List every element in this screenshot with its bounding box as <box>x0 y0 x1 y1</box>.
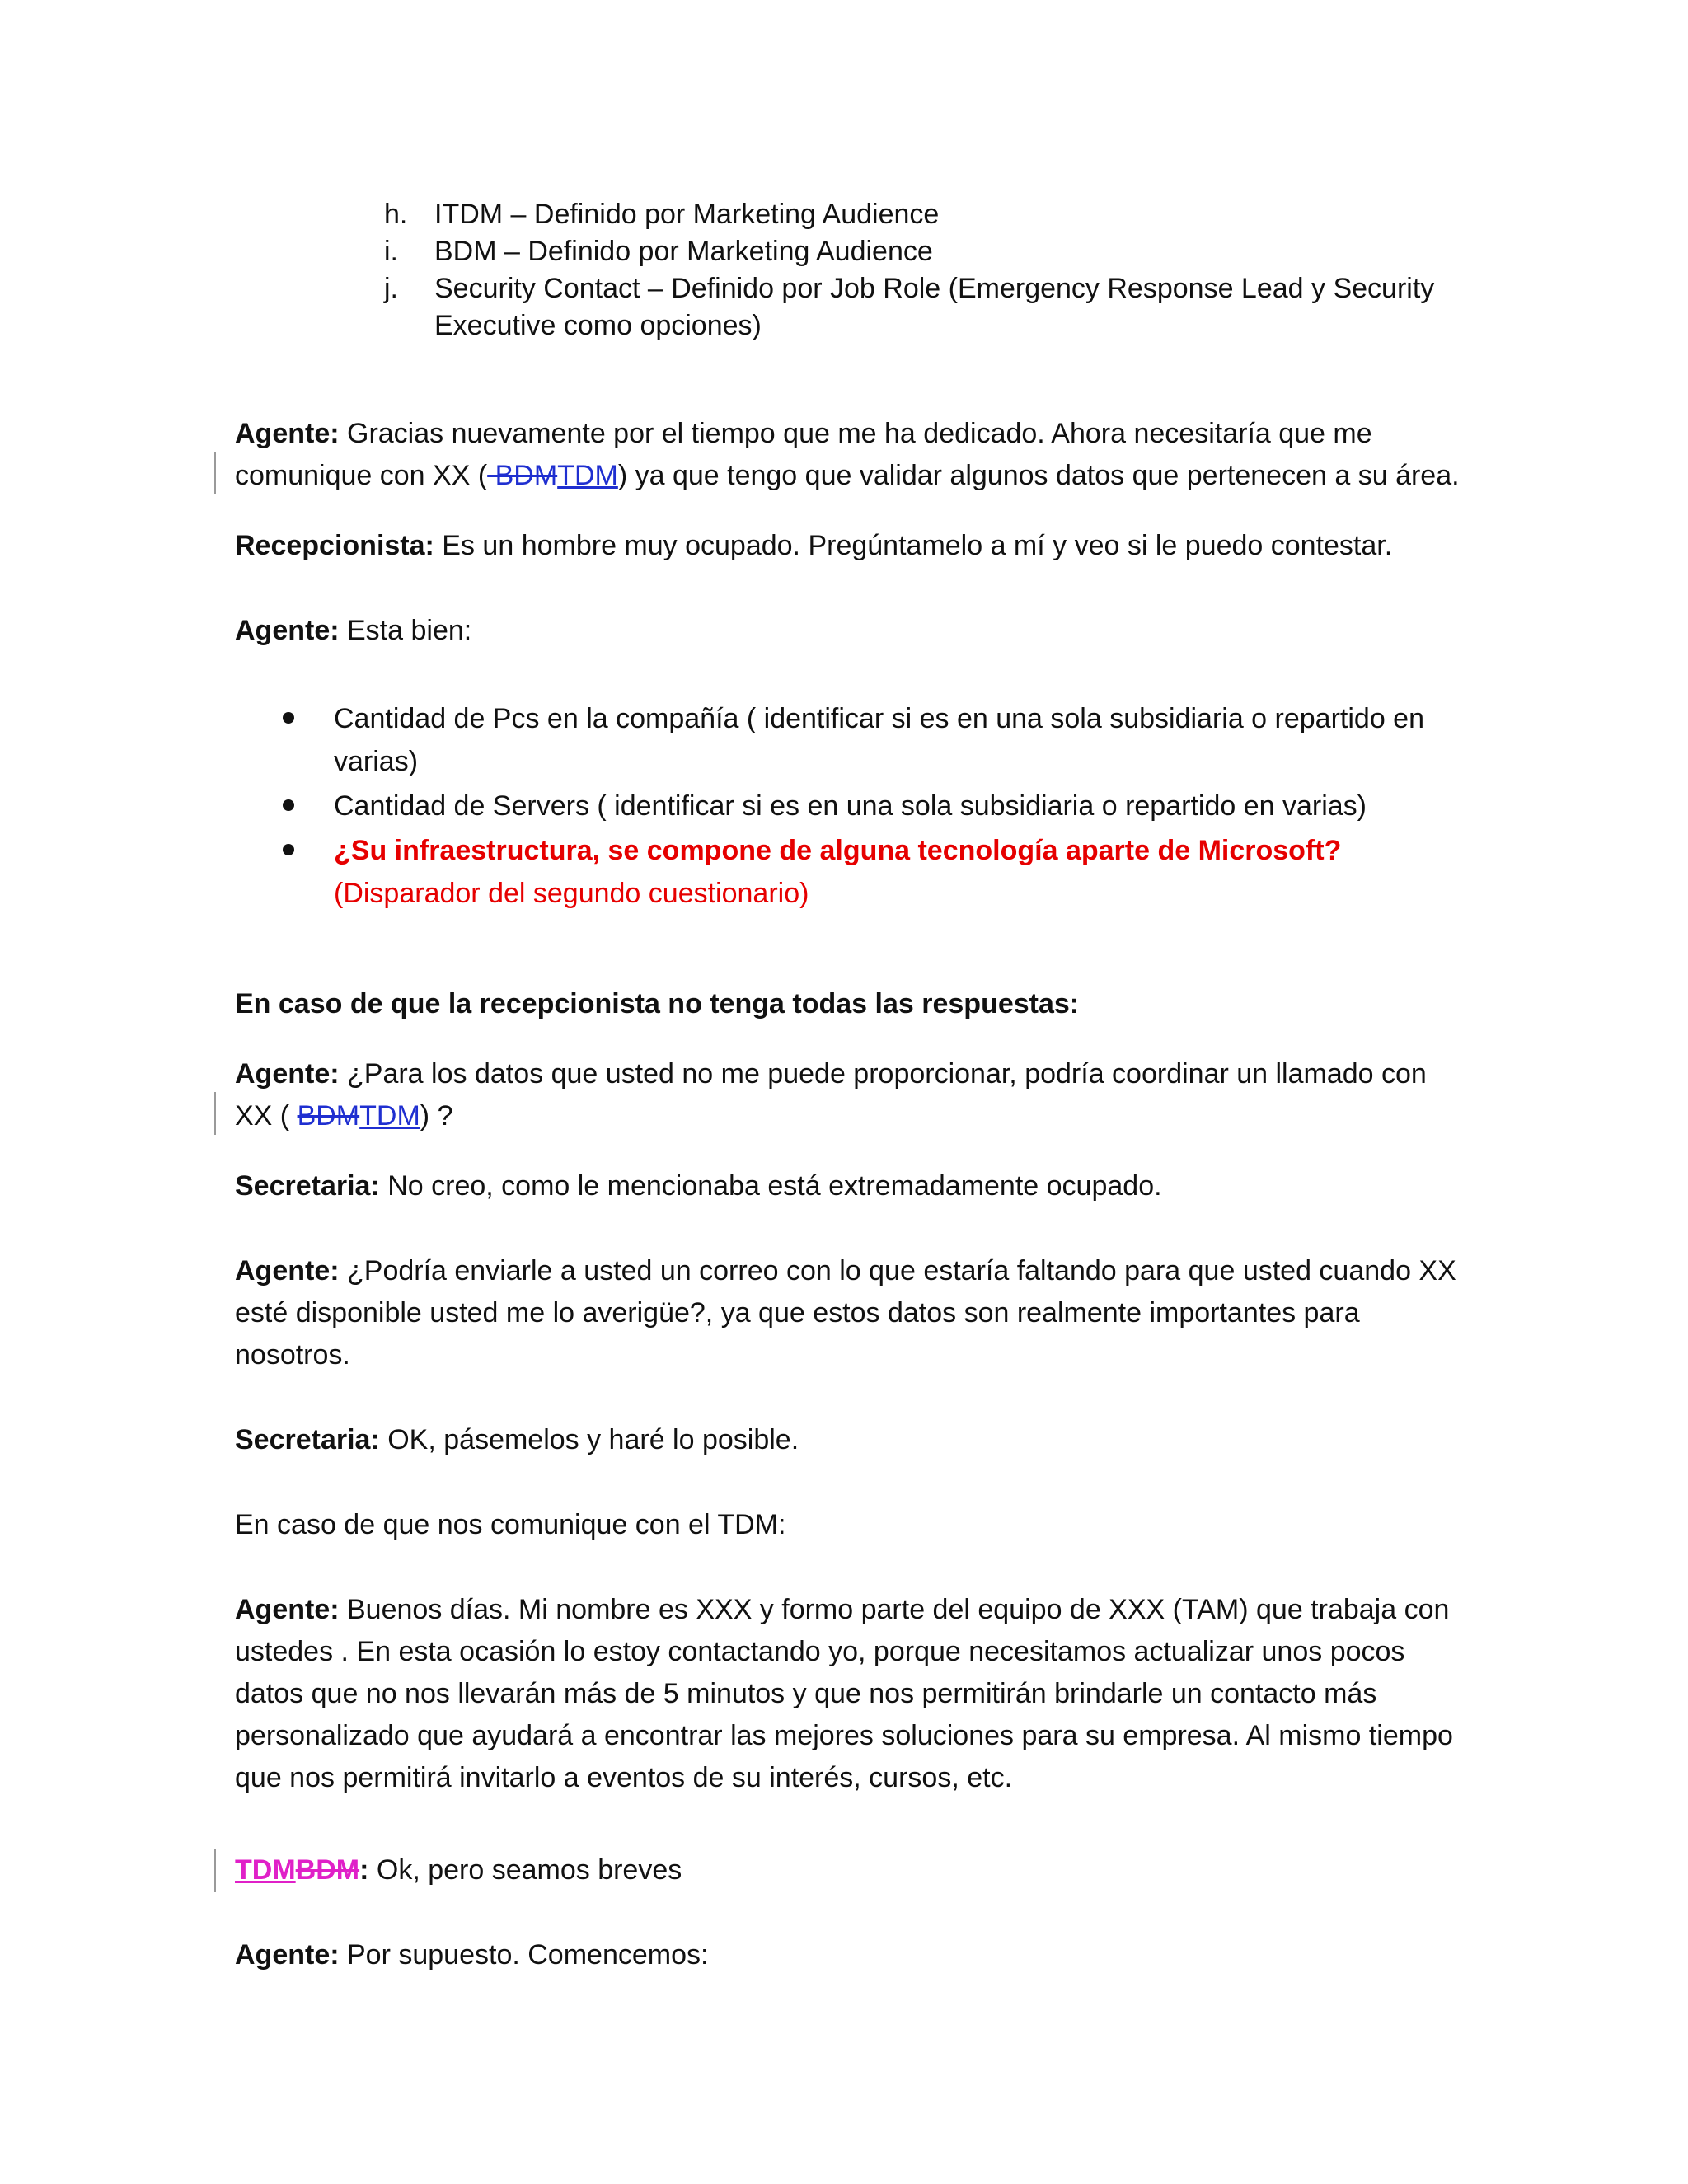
bullet-item-continuation: (Disparador del segundo cuestionario) <box>334 878 809 909</box>
dialogue-text: Por supuesto. Comencemos: <box>339 1939 709 1971</box>
dialogue-text: Esta bien: <box>339 615 472 646</box>
revision-change-bar <box>214 1092 216 1135</box>
list-marker: j. <box>384 273 398 304</box>
inserted-text: TDM <box>557 460 618 491</box>
dialogue-line: personalizado que ayudará a encontrar las mejores soluciones para su empresa. Al mismo tiempo <box>235 1720 1453 1751</box>
dialogue-line <box>235 610 471 652</box>
speaker-label: Agente: <box>235 615 340 646</box>
dialogue-line <box>235 413 1372 455</box>
dialogue-text: ) ? <box>420 1100 453 1132</box>
inserted-speaker: TDM <box>235 1854 296 1886</box>
dialogue-line <box>235 1053 1427 1095</box>
dialogue-text: Es un hombre muy ocupado. Pregúntamelo a mí y veo si le puedo contestar. <box>434 530 1393 561</box>
bullet-icon <box>283 799 294 811</box>
deleted-speaker: BDM <box>295 1854 360 1886</box>
revision-change-bar <box>214 452 216 494</box>
bullet-icon <box>283 712 294 724</box>
speaker-label: Agente: <box>235 1939 340 1971</box>
dialogue-line: datos que no nos llevarán más de 5 minutos y que nos permitirán brindarle un contacto más <box>235 1678 1377 1709</box>
dialogue-line: esté disponible usted me lo averigüe?, ya que estos datos son realmente importantes para <box>235 1297 1360 1329</box>
dialogue-text: comunique con XX ( <box>235 460 488 491</box>
speaker-label: Recepcionista: <box>235 530 434 561</box>
bullet-item: Cantidad de Pcs en la compañía ( identificar si es en una sola subsidiaria o repartido en <box>334 703 1424 734</box>
inserted-text: TDM <box>359 1100 420 1132</box>
dialogue-line: que nos permitirá invitarlo a eventos de su interés, cursos, etc. <box>235 1762 1013 1793</box>
dialogue-text: Buenos días. Mi nombre es XXX y formo parte del equipo de XXX (TAM) que trabaja con <box>339 1594 1450 1625</box>
dialogue-text: Gracias nuevamente por el tiempo que me ha dedicado. Ahora necesitaría que me <box>339 418 1372 449</box>
dialogue-line <box>235 525 1392 567</box>
dialogue-line <box>235 1165 1162 1207</box>
dialogue-line <box>235 1934 708 1976</box>
dialogue-text: OK, pásemelos y haré lo posible. <box>379 1424 799 1455</box>
list-marker: i. <box>384 236 398 267</box>
dialogue-text: Ok, pero seamos breves <box>368 1854 682 1886</box>
dialogue-line <box>235 455 1460 497</box>
bullet-item: Cantidad de Servers ( identificar si es en una sola subsidiaria o repartido en varias) <box>334 790 1367 822</box>
bullet-item-continuation: varias) <box>334 746 419 777</box>
dialogue-text: No creo, como le mencionaba está extremadamente ocupado. <box>379 1170 1162 1202</box>
speaker-colon: : <box>359 1854 369 1886</box>
speaker-label: Agente: <box>235 1058 340 1090</box>
list-item: Security Contact – Definido por Job Role (Emergency Response Lead y Security <box>434 273 1435 304</box>
bullet-item-highlight: ¿Su infraestructura, se compone de alguna tecnología aparte de Microsoft? <box>334 835 1342 866</box>
dialogue-text: ¿Podría enviarle a usted un correo con lo que estaría faltando para que usted cuando XX <box>339 1255 1456 1286</box>
list-marker: h. <box>384 199 408 230</box>
deleted-text: BDM <box>297 1100 360 1132</box>
section-heading: En caso de que la recepcionista no tenga todas las respuestas: <box>235 988 1080 1019</box>
dialogue-text: ¿Para los datos que usted no me puede proporcionar, podría coordinar un llamado con <box>339 1058 1427 1090</box>
dialogue-text: ) ya que tengo que validar algunos datos que pertenecen a su área. <box>617 460 1460 491</box>
list-item-continuation: Executive como opciones) <box>434 310 762 341</box>
speaker-label: Secretaria: <box>235 1424 380 1455</box>
dialogue-line <box>235 1589 1449 1631</box>
revision-change-bar <box>214 1849 216 1892</box>
bullet-icon <box>283 844 294 855</box>
plain-paragraph: En caso de que nos comunique con el TDM: <box>235 1509 786 1540</box>
speaker-label: Agente: <box>235 1255 340 1286</box>
dialogue-line: nosotros. <box>235 1339 350 1371</box>
dialogue-line: ustedes . En esta ocasión lo estoy contactando yo, porque necesitamos actualizar unos pocos <box>235 1636 1405 1667</box>
list-item: BDM – Definido por Marketing Audience <box>434 236 933 267</box>
deleted-text: BDM <box>487 460 558 491</box>
speaker-label: Agente: <box>235 1594 340 1625</box>
dialogue-line <box>235 1095 452 1137</box>
speaker-label: Secretaria: <box>235 1170 380 1202</box>
dialogue-line <box>235 1419 799 1461</box>
speaker-label: Agente: <box>235 418 340 449</box>
dialogue-text: XX ( <box>235 1100 298 1132</box>
dialogue-line <box>235 1849 682 1891</box>
list-item: ITDM – Definido por Marketing Audience <box>434 199 940 230</box>
dialogue-line <box>235 1250 1456 1292</box>
